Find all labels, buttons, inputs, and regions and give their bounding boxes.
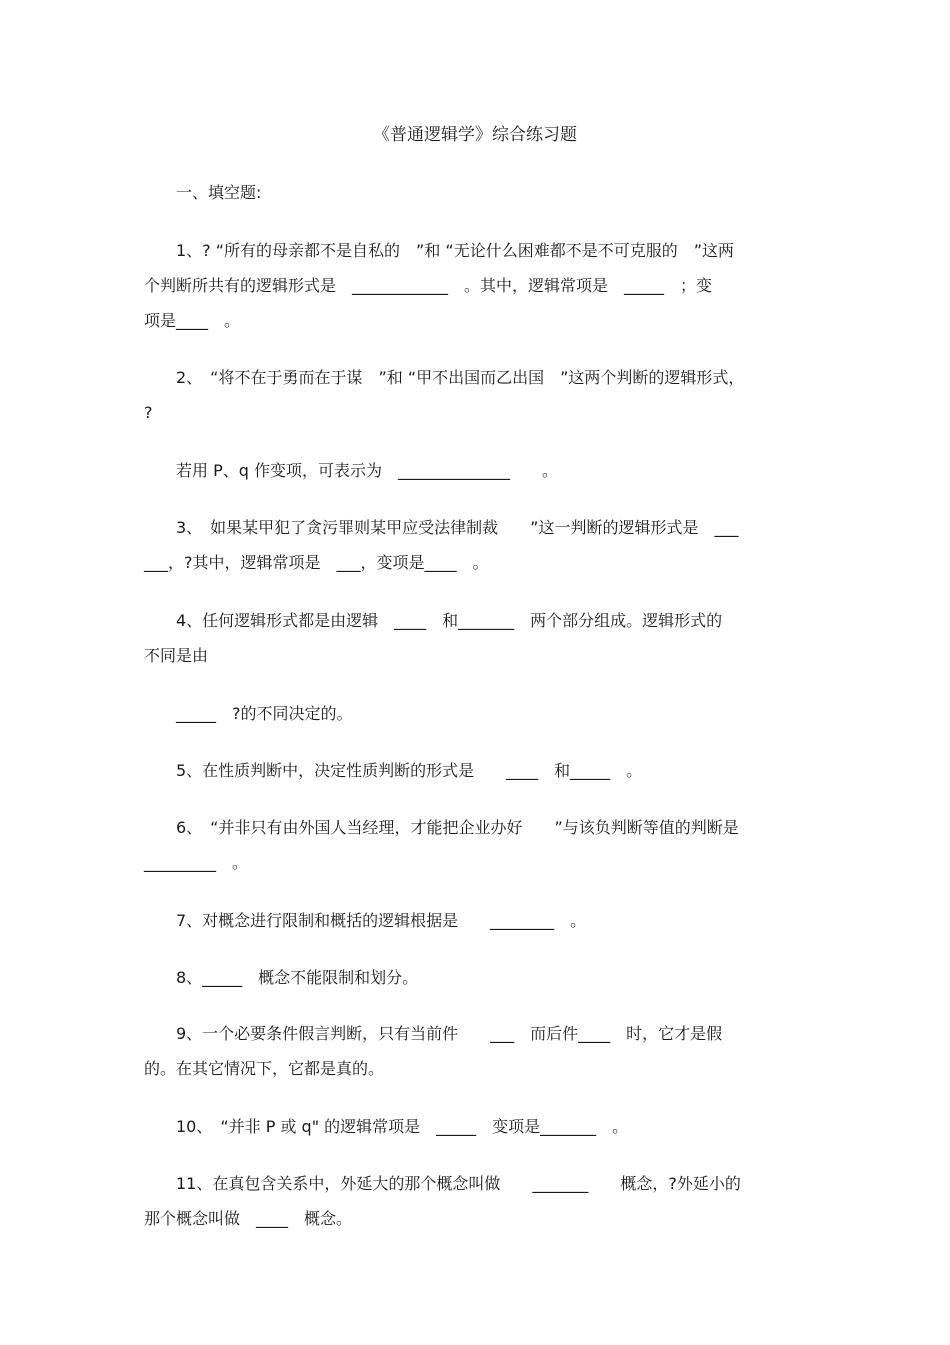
section-heading: 一、填空题: [176,183,262,202]
question-1-line-1: 1、? “所有的母亲都不是自私的 ”和 “无论什么困难都不是不可克服的 ”这两 [176,241,735,260]
question-3-line-1: 3、 如果某甲犯了贪污罪则某甲应受法律制裁 ”这一判断的逻辑形式是 ___ [176,518,739,537]
question-8-line-1: 8、_____ 概念不能限制和划分。 [176,968,419,987]
question-9-line-1: 9、一个必要条件假言判断，只有当前件 ___ 而后件____ 时，它才是假 [176,1024,723,1043]
question-4-line-1: 4、任何逻辑形式都是由逻辑 ____ 和_______ 两个部分组成。逻辑形式的 [176,611,723,630]
question-2-line-1: 2、 “将不在于勇而在于谋 ”和 “甲不出国而乙出国 ”这两个判断的逻辑形式， [176,368,745,387]
document-title: 《普通逻辑学》综合练习题 [373,125,577,145]
question-4-line-3: _____ ?的不同决定的。 [176,704,353,723]
question-2-line-3: 若用 P、q 作变项，可表示为 ______________ 。 [176,461,558,480]
question-11-line-1: 11、在真包含关系中，外延大的那个概念叫做 _______ 概念，?外延小的 [176,1174,741,1193]
question-6-line-2: _________ 。 [144,853,249,872]
question-7-line-1: 7、对概念进行限制和概括的逻辑根据是 ________ 。 [176,911,587,930]
question-9-line-2: 的。在其它情况下，它都是真的。 [144,1059,385,1078]
question-1-line-3: 项是____ 。 [144,311,241,330]
question-3-line-2: ___，?其中，逻辑常项是 ___，变项是____ 。 [144,553,489,572]
question-4-line-2: 不同是由 [144,646,209,665]
question-10-line-1: 10、 “并非 P 或 q" 的逻辑常项是 _____ 变项是_______ 。 [176,1117,629,1136]
question-5-line-1: 5、在性质判断中，决定性质判断的形式是 ____ 和_____ 。 [176,761,643,780]
question-1-line-2: 个判断所共有的逻辑形式是 ____________ 。其中，逻辑常项是 _____ ；变 [144,276,713,295]
question-2-line-2: ? [144,403,153,422]
question-6-line-1: 6、 “并非只有由外国人当经理，才能把企业办好 ”与该负判断等值的判断是 [176,818,739,837]
question-11-line-2: 那个概念叫做 ____ 概念。 [144,1209,353,1228]
